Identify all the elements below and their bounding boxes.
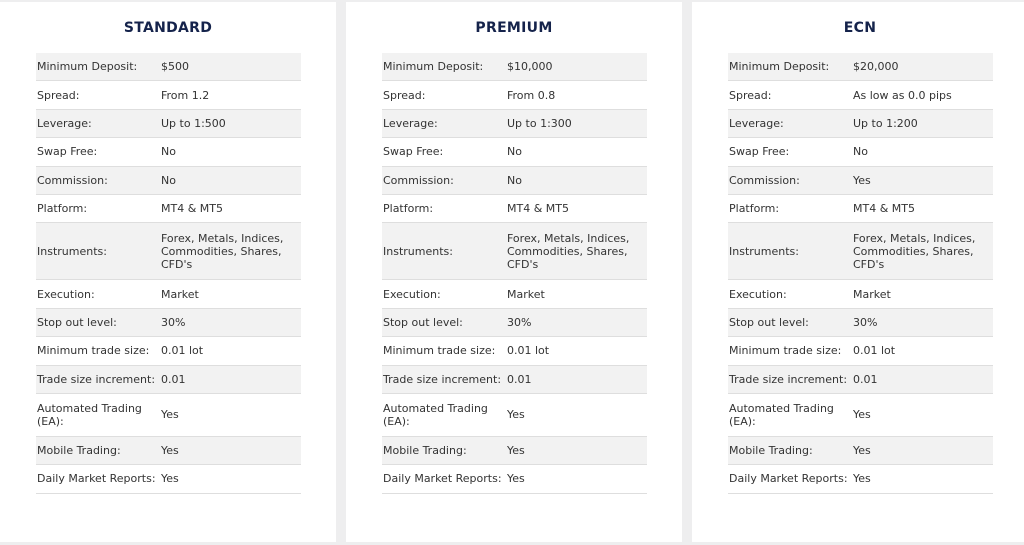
row-reports	[728, 465, 993, 493]
row-mobile	[382, 437, 647, 465]
row-execution	[36, 280, 301, 308]
label-mobile: Mobile Trading:	[37, 444, 121, 458]
value-automated: Yes	[161, 408, 179, 422]
row-min-deposit	[36, 53, 301, 81]
label-leverage: Leverage:	[729, 116, 784, 130]
account-title: ECN	[843, 20, 877, 36]
value-mobile: Yes	[507, 444, 525, 458]
value-stop-out: 30%	[507, 315, 532, 329]
row-automated	[382, 394, 647, 437]
value-min-deposit: $10,000	[507, 60, 553, 74]
value-automated: Yes	[853, 408, 871, 422]
value-instruments: Forex, Metals, Indices, Commodities, Shares, CFD's	[853, 231, 976, 271]
row-swap-free	[36, 138, 301, 166]
row-execution	[382, 280, 647, 308]
label-platform: Platform:	[729, 202, 780, 216]
row-instruments	[382, 223, 647, 280]
account-card-premium	[346, 2, 682, 542]
value-min-trade: 0.01 lot	[161, 344, 204, 358]
label-spread: Spread:	[729, 88, 772, 102]
value-swap-free: No	[853, 145, 868, 159]
label-execution: Execution:	[729, 287, 787, 301]
label-execution: Execution:	[37, 287, 95, 301]
label-stop-out: Stop out level:	[729, 315, 809, 329]
row-commission	[728, 167, 993, 195]
label-stop-out: Stop out level:	[383, 315, 463, 329]
row-stop-out	[728, 309, 993, 337]
label-leverage: Leverage:	[37, 116, 92, 130]
value-mobile: Yes	[161, 444, 179, 458]
label-swap-free: Swap Free:	[37, 145, 98, 159]
value-stop-out: 30%	[161, 315, 186, 329]
account-specs-table	[728, 53, 993, 494]
value-leverage: Up to 1:500	[161, 116, 226, 130]
value-trade-increment: 0.01	[853, 372, 878, 386]
row-mobile	[36, 437, 301, 465]
value-spread: As low as 0.0 pips	[853, 88, 952, 102]
row-platform	[728, 195, 993, 223]
value-min-trade: 0.01 lot	[853, 344, 896, 358]
label-swap-free: Swap Free:	[383, 145, 444, 159]
value-leverage: Up to 1:300	[507, 116, 572, 130]
row-reports	[36, 465, 301, 493]
value-trade-increment: 0.01	[507, 372, 532, 386]
row-spread	[36, 81, 301, 109]
row-swap-free	[728, 138, 993, 166]
value-execution: Market	[161, 287, 199, 301]
row-trade-increment	[36, 366, 301, 394]
row-leverage	[36, 110, 301, 138]
row-trade-increment	[382, 366, 647, 394]
label-trade-increment: Trade size increment:	[729, 372, 848, 386]
label-platform: Platform:	[383, 202, 434, 216]
label-reports: Daily Market Reports:	[383, 472, 502, 486]
value-commission: Yes	[853, 173, 871, 187]
label-trade-increment: Trade size increment:	[383, 372, 502, 386]
value-execution: Market	[507, 287, 545, 301]
label-min-trade: Minimum trade size:	[729, 344, 842, 358]
value-trade-increment: 0.01	[161, 372, 186, 386]
value-min-trade: 0.01 lot	[507, 344, 550, 358]
row-swap-free	[382, 138, 647, 166]
row-reports	[382, 465, 647, 493]
row-automated	[728, 394, 993, 437]
row-platform	[382, 195, 647, 223]
value-spread: From 1.2	[161, 88, 210, 102]
label-min-trade: Minimum trade size:	[383, 344, 496, 358]
value-min-deposit: $500	[161, 60, 189, 74]
row-spread	[728, 81, 993, 109]
row-mobile	[728, 437, 993, 465]
label-mobile: Mobile Trading:	[383, 444, 467, 458]
row-stop-out	[382, 309, 647, 337]
label-reports: Daily Market Reports:	[729, 472, 848, 486]
label-commission: Commission:	[37, 173, 108, 187]
value-execution: Market	[853, 287, 891, 301]
value-min-deposit: $20,000	[853, 60, 899, 74]
row-commission	[382, 167, 647, 195]
value-instruments: Forex, Metals, Indices, Commodities, Shares, CFD's	[507, 231, 630, 271]
value-leverage: Up to 1:200	[853, 116, 918, 130]
label-min-deposit: Minimum Deposit:	[37, 60, 138, 74]
label-trade-increment: Trade size increment:	[37, 372, 156, 386]
account-title: STANDARD	[123, 20, 213, 36]
row-spread	[382, 81, 647, 109]
account-title: PREMIUM	[475, 20, 553, 36]
value-reports: Yes	[161, 472, 179, 486]
label-commission: Commission:	[383, 173, 454, 187]
label-min-trade: Minimum trade size:	[37, 344, 150, 358]
label-automated: Automated Trading (EA):	[37, 401, 142, 428]
row-stop-out	[36, 309, 301, 337]
row-min-trade	[36, 337, 301, 365]
row-min-deposit	[382, 53, 647, 81]
label-min-deposit: Minimum Deposit:	[729, 60, 830, 74]
row-platform	[36, 195, 301, 223]
row-min-trade	[728, 337, 993, 365]
value-reports: Yes	[853, 472, 871, 486]
row-instruments	[36, 223, 301, 280]
value-platform: MT4 & MT5	[161, 202, 223, 216]
label-swap-free: Swap Free:	[729, 145, 790, 159]
label-instruments: Instruments:	[37, 244, 107, 258]
value-commission: No	[161, 173, 176, 187]
row-min-trade	[382, 337, 647, 365]
value-commission: No	[507, 173, 522, 187]
label-spread: Spread:	[37, 88, 80, 102]
row-leverage	[728, 110, 993, 138]
value-instruments: Forex, Metals, Indices, Commodities, Shares, CFD's	[161, 231, 284, 271]
label-automated: Automated Trading (EA):	[729, 401, 834, 428]
label-stop-out: Stop out level:	[37, 315, 117, 329]
label-mobile: Mobile Trading:	[729, 444, 813, 458]
account-specs-table	[382, 53, 647, 494]
value-platform: MT4 & MT5	[507, 202, 569, 216]
value-mobile: Yes	[853, 444, 871, 458]
account-specs-table	[36, 53, 301, 494]
label-instruments: Instruments:	[383, 244, 453, 258]
label-platform: Platform:	[37, 202, 88, 216]
account-card-ecn	[692, 2, 1024, 542]
row-commission	[36, 167, 301, 195]
label-leverage: Leverage:	[383, 116, 438, 130]
value-swap-free: No	[507, 145, 522, 159]
value-stop-out: 30%	[853, 315, 878, 329]
row-min-deposit	[728, 53, 993, 81]
value-platform: MT4 & MT5	[853, 202, 915, 216]
row-trade-increment	[728, 366, 993, 394]
value-swap-free: No	[161, 145, 176, 159]
label-reports: Daily Market Reports:	[37, 472, 156, 486]
value-spread: From 0.8	[507, 88, 556, 102]
row-execution	[728, 280, 993, 308]
label-min-deposit: Minimum Deposit:	[383, 60, 484, 74]
row-leverage	[382, 110, 647, 138]
label-automated: Automated Trading (EA):	[383, 401, 488, 428]
row-instruments	[728, 223, 993, 280]
label-spread: Spread:	[383, 88, 426, 102]
label-execution: Execution:	[383, 287, 441, 301]
value-automated: Yes	[507, 408, 525, 422]
account-card-standard	[0, 2, 336, 542]
label-instruments: Instruments:	[729, 244, 799, 258]
value-reports: Yes	[507, 472, 525, 486]
row-automated	[36, 394, 301, 437]
label-commission: Commission:	[729, 173, 800, 187]
